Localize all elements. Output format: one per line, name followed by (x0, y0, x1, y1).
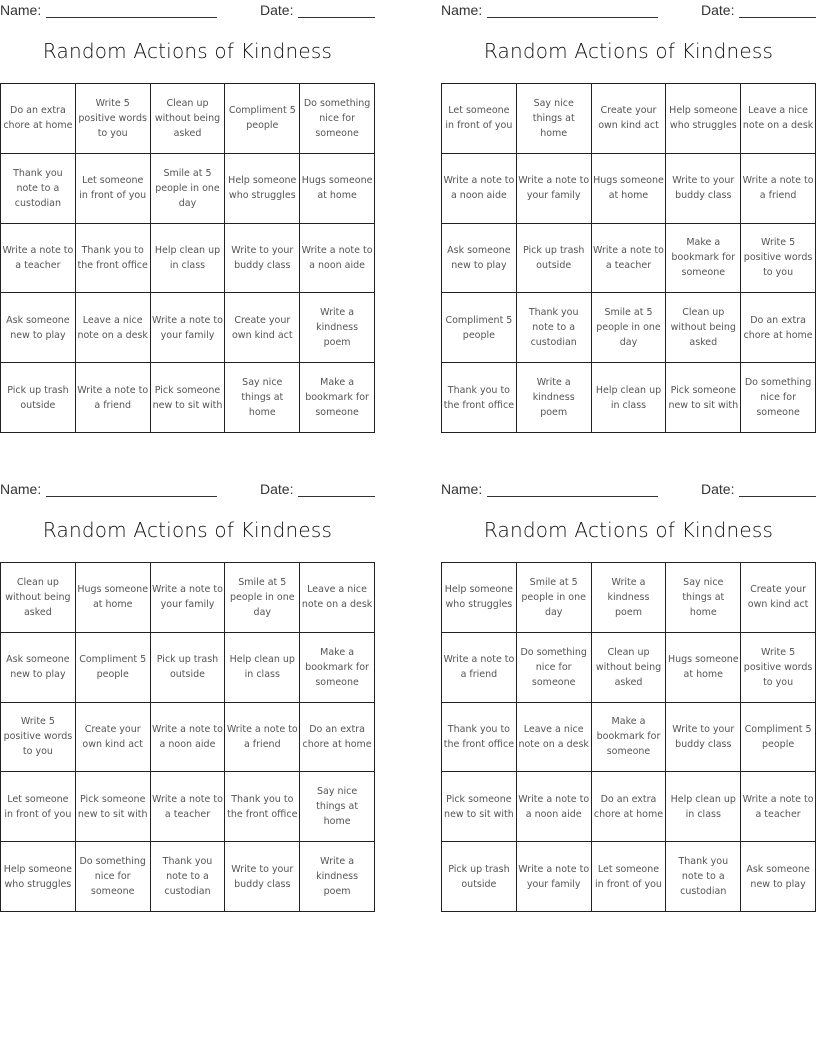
card-title: Random Actions of Kindness (42, 518, 333, 542)
bingo-cell: Write a kindness poem (300, 842, 375, 912)
bingo-cell: Create your own kind act (76, 703, 151, 773)
bingo-cell: Thank you note to a custodian (1, 154, 76, 224)
bingo-cell: Create your own kind act (225, 293, 300, 363)
card-header (0, 481, 375, 499)
bingo-cell: Pick someone new to sit with (442, 772, 517, 842)
bingo-cell: Leave a nice note on a desk (300, 563, 375, 633)
name-line (46, 17, 217, 18)
bingo-cell: Let someone in front of you (592, 842, 667, 912)
bingo-cell: Write a note to a noon aide (300, 224, 375, 294)
bingo-cell: Smile at 5 people in one day (517, 563, 592, 633)
bingo-cell: Write to your buddy class (666, 703, 741, 773)
card-header (441, 481, 816, 499)
bingo-cell: Write a note to your family (517, 842, 592, 912)
bingo-cell: Help clean up in class (225, 633, 300, 703)
bingo-cell: Pick up trash outside (151, 633, 226, 703)
bingo-cell: Hugs someone at home (666, 633, 741, 703)
bingo-card-2 (441, 0, 816, 440)
bingo-grid (441, 83, 816, 433)
bingo-cell: Ask someone new to play (1, 293, 76, 363)
bingo-cell: Thank you note to a custodian (151, 842, 226, 912)
date-line (739, 496, 816, 497)
bingo-cell: Help clean up in class (151, 224, 226, 294)
bingo-card-3 (0, 479, 375, 919)
bingo-cell: Smile at 5 people in one day (592, 293, 667, 363)
name-line (46, 496, 217, 497)
bingo-cell: Do something nice for someone (300, 84, 375, 154)
bingo-cell: Leave a nice note on a desk (741, 84, 816, 154)
bingo-cell: Write 5 positive words to you (1, 703, 76, 773)
bingo-cell: Help clean up in class (666, 772, 741, 842)
bingo-cell: Write to your buddy class (225, 842, 300, 912)
bingo-cell: Thank you to the front office (76, 224, 151, 294)
bingo-cell: Write a kindness poem (592, 563, 667, 633)
bingo-cell: Thank you to the front office (442, 363, 517, 433)
bingo-cell: Write a note to your family (151, 293, 226, 363)
bingo-cell: Help someone who struggles (1, 842, 76, 912)
bingo-cell: Hugs someone at home (592, 154, 667, 224)
date-line (298, 496, 375, 497)
card-title: Random Actions of Kindness (42, 39, 333, 63)
bingo-cell: Do an extra chore at home (1, 84, 76, 154)
bingo-cell: Write a note to a friend (76, 363, 151, 433)
bingo-cell: Write to your buddy class (225, 224, 300, 294)
bingo-cell: Make a bookmark for someone (592, 703, 667, 773)
bingo-cell: Say nice things at home (517, 84, 592, 154)
name-line (487, 496, 658, 497)
bingo-cell: Say nice things at home (225, 363, 300, 433)
bingo-cell: Let someone in front of you (442, 84, 517, 154)
bingo-cell: Pick someone new to sit with (666, 363, 741, 433)
bingo-cell: Clean up without being asked (1, 563, 76, 633)
bingo-cell: Pick someone new to sit with (151, 363, 226, 433)
name-label: Name: (0, 481, 42, 497)
bingo-cell: Write 5 positive words to you (741, 633, 816, 703)
card-title: Random Actions of Kindness (483, 518, 774, 542)
card-header (0, 2, 375, 20)
bingo-cell: Help someone who struggles (666, 84, 741, 154)
bingo-cell: Thank you to the front office (442, 703, 517, 773)
bingo-cell: Compliment 5 people (225, 84, 300, 154)
bingo-cell: Write 5 positive words to you (741, 224, 816, 294)
bingo-cell: Leave a nice note on a desk (76, 293, 151, 363)
bingo-cell: Make a bookmark for someone (300, 363, 375, 433)
card-header (441, 2, 816, 20)
name-label: Name: (0, 2, 42, 18)
bingo-cell: Do an extra chore at home (741, 293, 816, 363)
name-line (487, 17, 658, 18)
bingo-cell: Let someone in front of you (76, 154, 151, 224)
bingo-cell: Write a note to your family (517, 154, 592, 224)
bingo-cell: Pick up trash outside (442, 842, 517, 912)
bingo-cell: Write a kindness poem (300, 293, 375, 363)
bingo-cell: Pick up trash outside (517, 224, 592, 294)
date-label: Date: (701, 2, 735, 18)
bingo-cell: Do something nice for someone (76, 842, 151, 912)
bingo-cell: Clean up without being asked (666, 293, 741, 363)
bingo-cell: Write a note to a teacher (1, 224, 76, 294)
bingo-cell: Hugs someone at home (76, 563, 151, 633)
bingo-cell: Make a bookmark for someone (666, 224, 741, 294)
bingo-cell: Do an extra chore at home (592, 772, 667, 842)
bingo-cell: Do something nice for someone (741, 363, 816, 433)
bingo-cell: Write 5 positive words to you (76, 84, 151, 154)
bingo-cell: Pick up trash outside (1, 363, 76, 433)
date-line (739, 17, 816, 18)
bingo-cell: Thank you note to a custodian (666, 842, 741, 912)
bingo-cell: Compliment 5 people (76, 633, 151, 703)
bingo-cell: Create your own kind act (592, 84, 667, 154)
bingo-grid (0, 562, 375, 912)
bingo-grid (441, 562, 816, 912)
bingo-cell: Write a kindness poem (517, 363, 592, 433)
date-label: Date: (260, 481, 294, 497)
bingo-cell: Write to your buddy class (666, 154, 741, 224)
bingo-cell: Do an extra chore at home (300, 703, 375, 773)
bingo-cell: Ask someone new to play (1, 633, 76, 703)
date-label: Date: (260, 2, 294, 18)
bingo-cell: Compliment 5 people (741, 703, 816, 773)
date-line (298, 17, 375, 18)
bingo-cell: Help someone who struggles (442, 563, 517, 633)
bingo-cell: Smile at 5 people in one day (151, 154, 226, 224)
bingo-card-1 (0, 0, 375, 440)
bingo-cell: Make a bookmark for someone (300, 633, 375, 703)
bingo-cell: Write a note to a teacher (151, 772, 226, 842)
bingo-cell: Write a note to a teacher (741, 772, 816, 842)
card-title: Random Actions of Kindness (483, 39, 774, 63)
bingo-cell: Thank you to the front office (225, 772, 300, 842)
bingo-cell: Write a note to a friend (741, 154, 816, 224)
bingo-cell: Write a note to a friend (225, 703, 300, 773)
bingo-grid (0, 83, 375, 433)
bingo-cell: Let someone in front of you (1, 772, 76, 842)
bingo-cell: Clean up without being asked (592, 633, 667, 703)
bingo-cell: Ask someone new to play (741, 842, 816, 912)
bingo-cell: Help someone who struggles (225, 154, 300, 224)
bingo-cell: Write a note to a friend (442, 633, 517, 703)
bingo-cell: Write a note to a noon aide (151, 703, 226, 773)
bingo-cell: Write a note to a noon aide (442, 154, 517, 224)
bingo-cell: Leave a nice note on a desk (517, 703, 592, 773)
bingo-cell: Create your own kind act (741, 563, 816, 633)
bingo-cell: Compliment 5 people (442, 293, 517, 363)
bingo-cell: Write a note to your family (151, 563, 226, 633)
bingo-cell: Thank you note to a custodian (517, 293, 592, 363)
bingo-cell: Help clean up in class (592, 363, 667, 433)
bingo-cell: Write a note to a noon aide (517, 772, 592, 842)
bingo-cell: Do something nice for someone (517, 633, 592, 703)
bingo-cell: Hugs someone at home (300, 154, 375, 224)
bingo-cell: Pick someone new to sit with (76, 772, 151, 842)
bingo-cell: Say nice things at home (300, 772, 375, 842)
date-label: Date: (701, 481, 735, 497)
bingo-cell: Write a note to a teacher (592, 224, 667, 294)
name-label: Name: (441, 2, 483, 18)
bingo-cell: Say nice things at home (666, 563, 741, 633)
bingo-cell: Ask someone new to play (442, 224, 517, 294)
bingo-card-4 (441, 479, 816, 919)
bingo-cell: Smile at 5 people in one day (225, 563, 300, 633)
name-label: Name: (441, 481, 483, 497)
bingo-cell: Clean up without being asked (151, 84, 226, 154)
